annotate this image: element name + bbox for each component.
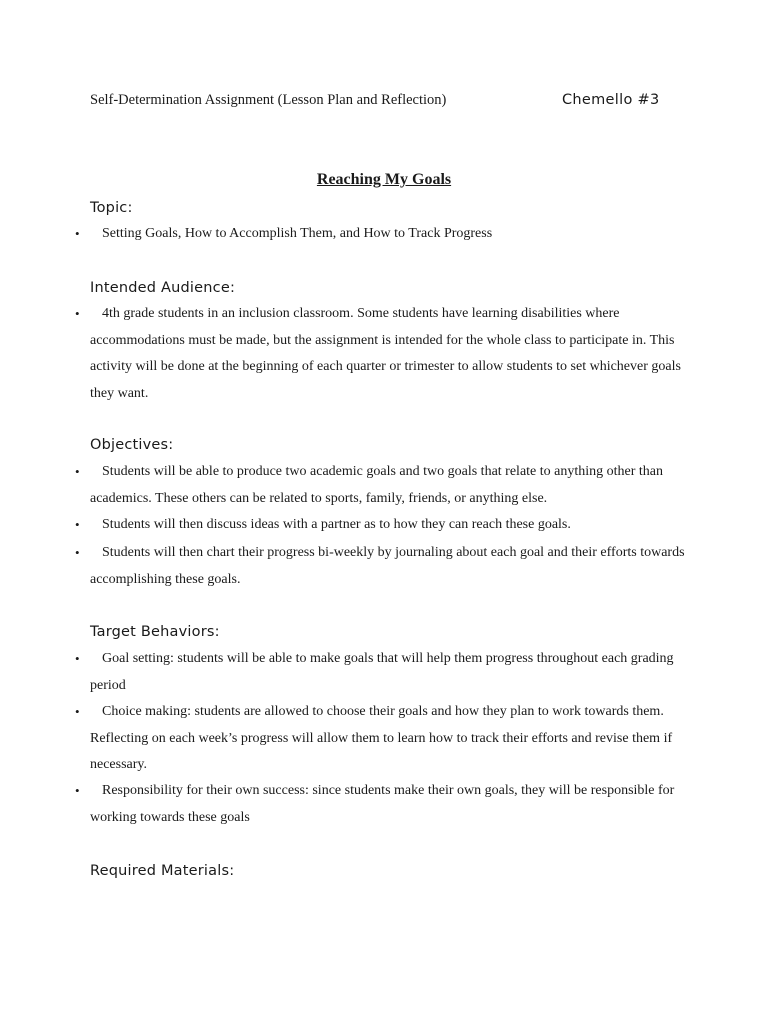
page-title: Reaching My Goals [316,171,452,188]
bullet-icon: • [75,464,80,479]
list-item-text: Setting Goals, How to Accomplish Them, and How to Track Progress [102,226,493,241]
list-item [75,699,690,779]
list-item [75,778,690,831]
list-item-text: Students will then discuss ideas with a partner as to how they can reach these goals. [102,517,571,532]
audience-heading: Intended Audience: [90,280,236,296]
list-item [75,540,690,593]
list-item [75,459,690,512]
list-item-text: Choice making: students are allowed to choose their goals and how they plan to work towards them. Reflecting on each week’s progress will allow them to learn how to track their efforts and revise them if necessary. [90,704,673,772]
objectives-heading: Objectives: [90,437,174,453]
assignment-title: Self-Determination Assignment (Lesson Plan and Reflection) [90,92,447,108]
bullet-icon: • [75,306,80,321]
list-item [75,646,690,699]
list-item-text: Goal setting: students will be able to make goals that will help them progress throughout each grading period [90,651,674,693]
topic-heading: Topic: [90,200,133,216]
materials-heading: Required Materials: [90,863,235,879]
bullet-icon: • [75,651,80,666]
bullet-icon: • [75,704,80,719]
list-item-text: Students will be able to produce two academic goals and two goals that relate to anything other than academics. These others can be related to sports, family, friends, or anything else. [90,464,664,506]
list-item [75,301,690,407]
list-item [75,221,690,248]
bullet-icon: • [75,545,80,560]
behaviors-heading: Target Behaviors: [90,624,220,640]
bullet-icon: • [75,226,80,241]
bullet-icon: • [75,783,80,798]
bullet-icon: • [75,517,80,532]
list-item-text: Responsibility for their own success: since students make their own goals, they will be responsible for working towards these goals [90,783,675,825]
list-item-text: Students will then chart their progress bi-weekly by journaling about each goal and their efforts towards accomplishing these goals. [90,545,685,587]
author-label: Chemello #3 [562,92,660,108]
list-item-text: 4th grade students in an inclusion classroom. Some students have learning disabilities where accommodations must be made, but the assignment is intended for the whole class to participate in. This activity will be done at the beginning of each quarter or trimester to allow students to set whichever goals they want. [90,306,681,401]
list-item [75,512,690,539]
